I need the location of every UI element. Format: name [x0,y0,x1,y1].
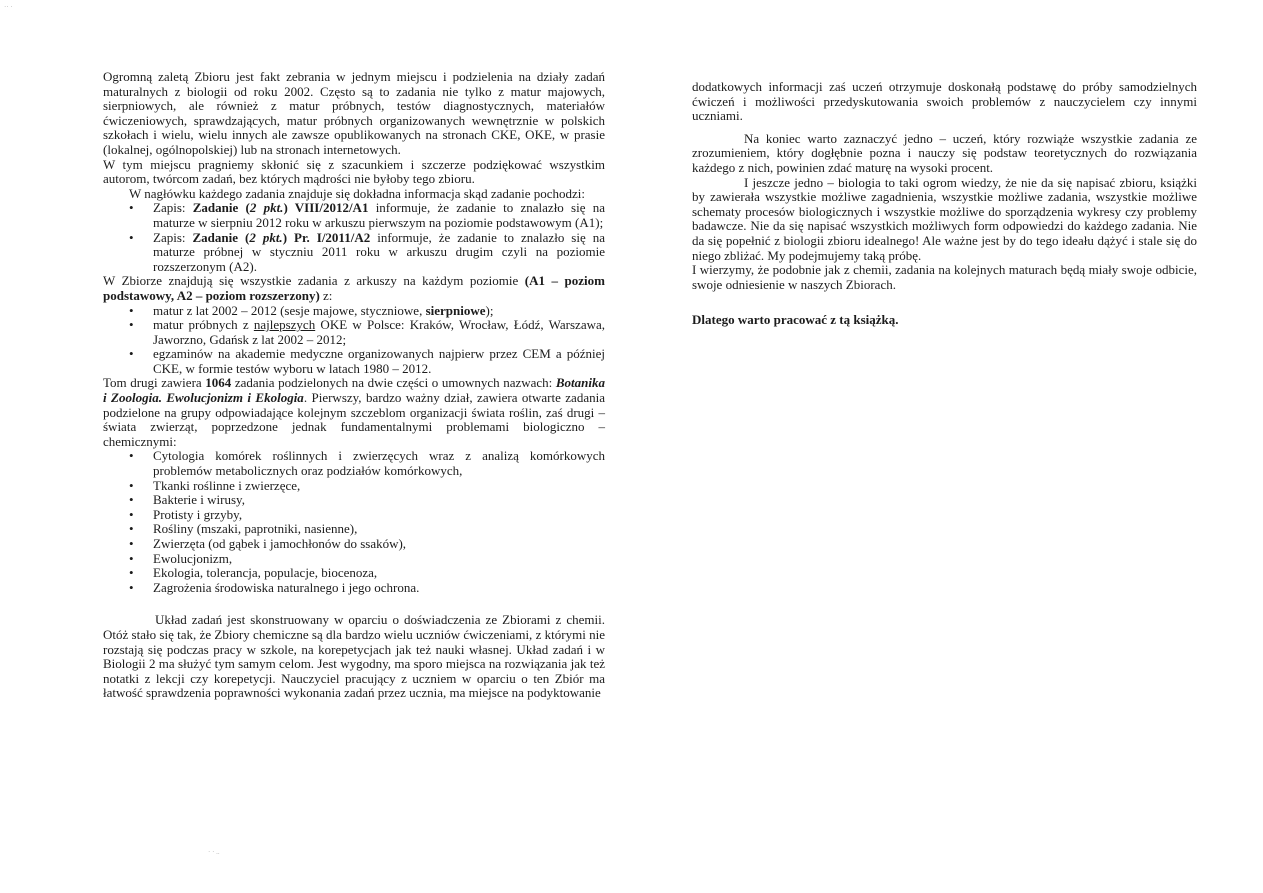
intro-paragraph: Ogromną zaletą Zbioru jest fakt zebrania w jednym miejscu i podzielenia na działy zadań maturalnych z biologii od roku 2002. Często są to zadania nie tylko z matur majowych, sierpniowych, ale również z matur próbnych, testów diagnostycznych, materiałów ćwiczeniowych, sprawdzających, matur próbnych organizowanych wewnętrznie w polskich szkołach i wielu, wielu innych ale zawsze opublikowanych na stronach CKE, OKE, w prasie (lokalnej, ogólnopolskiej) lub na stronach internetowych. [103,69,605,157]
conclusion-paragraph: Na koniec warto zaznaczyć jedno – uczeń, który rozwiąże wszystkie zadania ze zrozumieniem, który dogłębnie pozna i nauczy się podstaw teoretycznych do rozwiązania każdego z nich, powinien zdać maturę na wysoki procent. [692,130,1197,175]
range-list [103,304,605,377]
list-item: • Bakterie i wirusy, [153,493,605,508]
closing-statement: Dlatego warto pracować z tą książką. [692,312,899,328]
list-item: • Rośliny (mszaki, paprotniki, nasienne), [153,522,605,537]
list-item: • Protisty i grzyby, [153,508,605,523]
source-list [103,201,605,274]
layout-paragraph: Układ zadań jest skonstruowany w oparciu o doświadczenia ze Zbiorami z chemii. Otóż stało się tak, że Zbiory chemiczne są dla bardzo wielu uczniów ćwiczeniami, z którymi nie rozstają się podczas pracy w szkole, na korepetycjach jak też nauki własnej. Układ zadań i w Biologii 2 ma służyć tym samym celom. Jest wygodny, ma sporo miejsca na rozwiązania jak też notatki z lekcji czy korepetycji. Nauczyciel pracujący z uczniem w oparciu o ten Zbiór ma łatwość sprawdzenia poprawności wykonania zadań przez ucznia, ma miejsce na podyktowanie [103,612,605,701]
topic-list [103,449,605,595]
scan-speck: ·· · [4,3,13,11]
list-item: • Ekologia, tolerancja, populacje, biocenoza, [153,566,605,581]
knowledge-paragraph: I jeszcze jedno – biologia to taki ogrom wiedzy, że nie da się napisać zbioru, książki by zawierała wszystkie możliwe zagadnienia, wszystkie możliwe zadania, wszystkie możliwe schematy procesów biologicznych i wszystkie możliwe do sporządzenia wykresy czy problemy badawcze. Nie da się napisać wszystkich możliwych form odpowiedzi do każdego zadania. Nie da się popełnić z biologii zbioru idealnego! Ale ważne jest by do tego ideału dążyć i stale się do niego zbliżać. My podejmujemy taką próbę. [692,174,1197,263]
right-column [692,80,1197,328]
thanks-paragraph: W tym miejscu pragniemy skłonić się z szacunkiem i szczerze podziękować wszystkim autorom, twórcom zadań, bez których mądrości nie byłoby tego zbioru. [103,156,605,187]
belief-paragraph: I wierzymy, że podobnie jak z chemii, zadania na kolejnych maturach będą miały swoje odbicie, swoje odniesienie w naszych Zbiorach. [692,262,1197,292]
list-item: • egzaminów na akademie medyczne organizowanych najpierw przez CEM a później CKE, w formie testów wyboru w latach 1980 – 2012. [153,347,605,376]
list-item: • Tkanki roślinne i zwierzęce, [153,479,605,494]
list-item: • Cytologia komórek roślinnych i zwierzęcych wraz z analizą komórkowych problemów metabolicznych oraz podziałów komórkowych, [153,449,605,478]
list-item: • matur próbnych z najlepszych OKE w Polsce: Kraków, Wrocław, Łódź, Warszawa, Jaworzno, Gdańsk z lat 2002 – 2012; [153,318,605,347]
scan-speck: · · .. [208,848,220,856]
left-column [103,70,605,701]
list-item: • Zapis: Zadanie (2 pkt.) Pr. I/2011/A2 informuje, że zadanie to znalazło się na maturze próbnej w styczniu 2011 roku w arkuszu drugim czyli na poziomie rozszerzonym (A2). [153,231,605,275]
continuation-paragraph: dodatkowych informacji zaś uczeń otrzymuje doskonałą podstawę do próby samodzielnych ćwiczeń i możliwości przedyskutowania swoich problemów z nauczycielem czy innymi uczniami. [692,79,1197,124]
list-item: • Zwierzęta (od gąbek i jamochłonów do ssaków), [153,537,605,552]
volume-paragraph: Tom drugi zawiera 1064 zadania podzielonych na dwie części o umownych nazwach: Botanika i Zoologia. Ewolucjonizm i Ekologia. Pierwszy, bardzo ważny dział, zawiera otwarte zadania podzielone na grupy odpowiadające kolejnym szczeblom organizacji świata roślin, zaś drugi – świata zwierząt, poprzedzone jednak fundamentalnymi problemami biologiczno – chemicznymi: [103,375,605,449]
list-item: • Zapis: Zadanie (2 pkt.) VIII/2012/A1 informuje, że zadanie to znalazło się na maturze w sierpniu 2012 roku w arkuszu pierwszym na poziomie podstawowym (A1); [153,201,605,230]
header-info-paragraph: W nagłówku każdego zadania znajduje się dokładna informacja skąd zadanie pochodzi: [129,185,586,201]
list-item: • Ewolucjonizm, [153,552,605,567]
list-item: • Zagrożenia środowiska naturalnego i jego ochrona. [153,581,605,596]
list-item: • matur z lat 2002 – 2012 (sesje majowe, styczniowe, sierpniowe); [153,304,605,319]
levels-paragraph: W Zbiorze znajdują się wszystkie zadania z arkuszy na każdym poziomie (A1 – poziom podstawowy, A2 – poziom rozszerzony) z: [103,273,605,303]
